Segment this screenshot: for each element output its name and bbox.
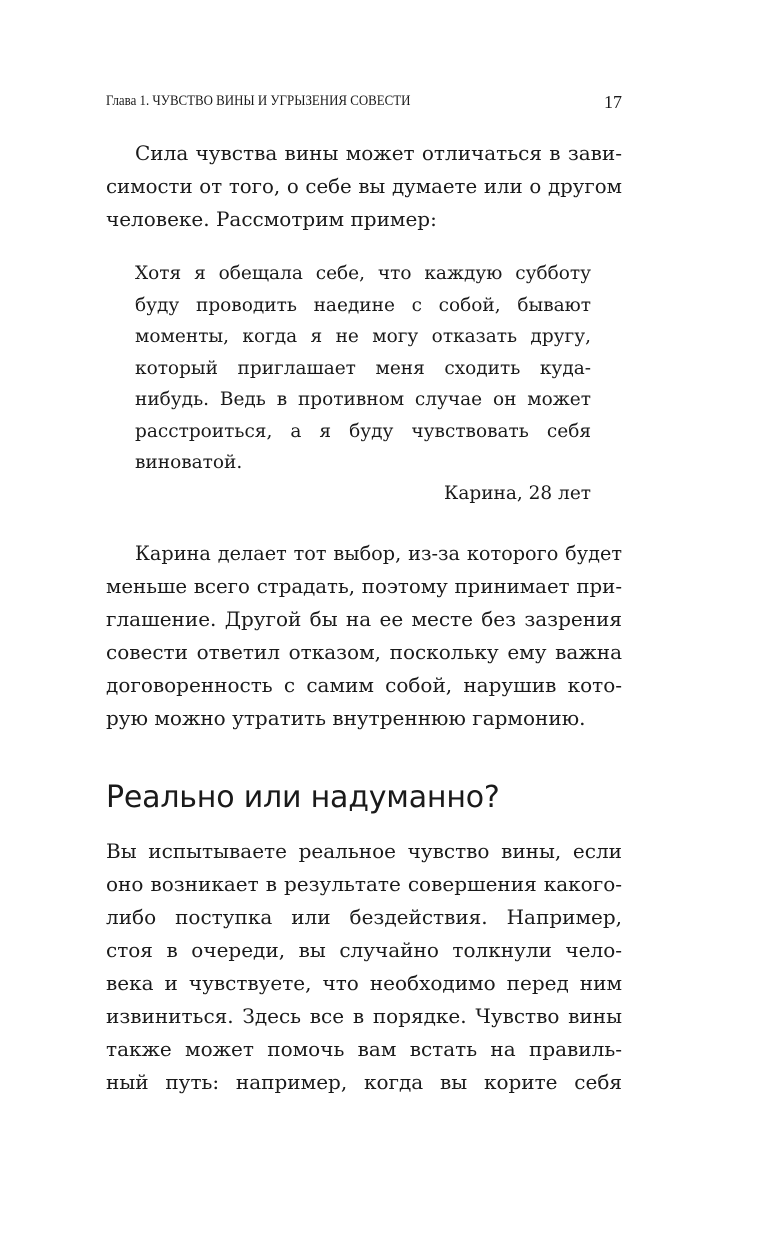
section-heading: Реально или надуманно? bbox=[106, 780, 500, 815]
quote-line: моменты, когда я не могу отказать другу, bbox=[135, 326, 591, 347]
text-line: глашение. Другой бы на ее месте без зазрения bbox=[106, 607, 622, 631]
page-header bbox=[106, 93, 622, 115]
quote-line: который приглашает меня сходить куда- bbox=[135, 358, 591, 379]
text-line: века и чувствуете, что необходимо перед ним bbox=[106, 971, 622, 995]
text-line: Карина делает тот выбор, из-за которого будет bbox=[135, 542, 622, 565]
quote-line: виноватой. bbox=[135, 452, 243, 473]
quote-line: расстроиться, а я буду чувствовать себя bbox=[135, 421, 591, 442]
text-line: симости от того, о себе вы думаете или о другом bbox=[106, 175, 622, 198]
quote-line: нибудь. Ведь в противном случае он может bbox=[135, 389, 591, 410]
text-line: договоренность с самим собой, нарушив кото- bbox=[106, 673, 622, 697]
quote-attribution: Карина, 28 лет bbox=[444, 483, 591, 504]
text-line: извиниться. Здесь все в порядке. Чувство вины bbox=[106, 1004, 622, 1028]
text-line: либо поступка или бездействия. Например, bbox=[106, 905, 622, 929]
text-line: ный путь: например, когда вы корите себя bbox=[106, 1070, 622, 1094]
quote-line: Хотя я обещала себе, что каждую субботу bbox=[135, 263, 591, 284]
text-line: Сила чувства вины может отличаться в зави- bbox=[135, 141, 622, 165]
text-line: Вы испытываете реальное чувство вины, если bbox=[106, 839, 622, 863]
text-line: совести ответил отказом, поскольку ему важна bbox=[106, 640, 622, 664]
text-line: также может помочь вам встать на правиль- bbox=[106, 1037, 622, 1061]
page-number: 17 bbox=[604, 92, 622, 112]
quote-line: буду проводить наедине с собой, бывают bbox=[135, 295, 591, 316]
text-line: стоя в очереди, вы случайно толкнули чело- bbox=[106, 938, 622, 962]
text-line: меньше всего страдать, поэтому принимает при- bbox=[106, 575, 622, 598]
running-head: Глава 1. ЧУВСТВО ВИНЫ И УГРЫЗЕНИЯ СОВЕСТИ bbox=[106, 93, 411, 109]
text-line: человеке. Рассмотрим пример: bbox=[106, 207, 437, 231]
text-line: рую можно утратить внутреннюю гармонию. bbox=[106, 706, 586, 730]
text-line: оно возникает в результате совершения какого- bbox=[106, 872, 622, 896]
